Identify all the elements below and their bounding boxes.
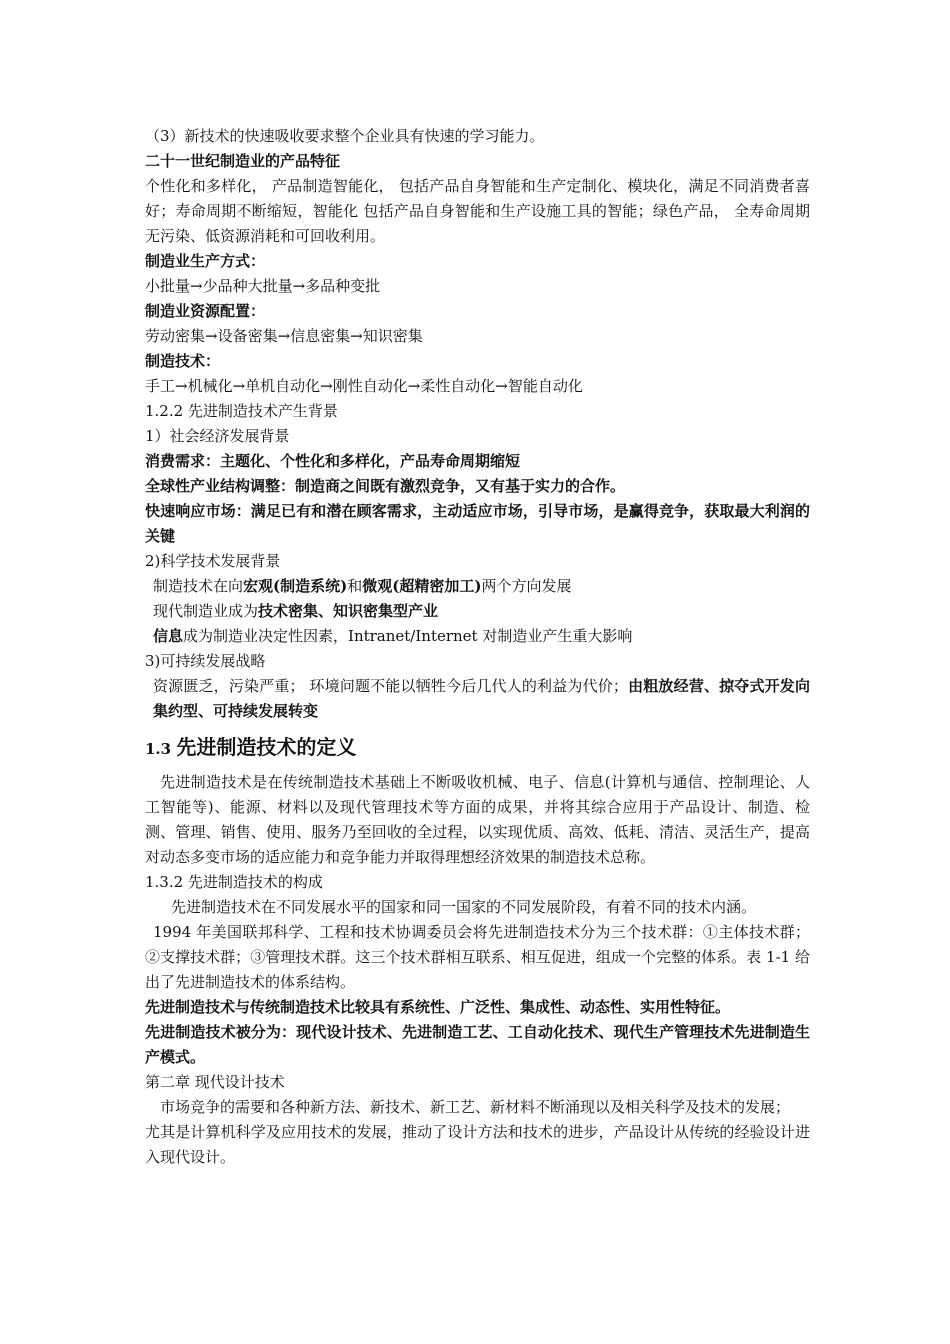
paragraph-classification: 先进制造技术被分为：现代设计技术、先进制造工艺、工自动化技术、现代生产管理技术先进制造生产模式。 xyxy=(145,1023,810,1066)
paragraph-consumer-demand: 消费需求：主题化、个性化和多样化，产品寿命周期缩短 xyxy=(145,452,521,470)
paragraph-product-features: 个性化和多样化， 产品制造智能化， 包括产品自身智能和生产定制化、模块化，满足不同消费者喜好；寿命周期不断缩短，智能化 包括产品自身智能和生产设施工具的智能；绿色产品， 全寿命周期无污染、低资源消耗和可回收利用。 xyxy=(145,177,810,245)
subheading-sustainability: 3)可持续发展战略 xyxy=(145,652,266,670)
text-run: 现代制造业成为 xyxy=(153,602,259,620)
paragraph-resource-allocation: 劳动密集→设备密集→信息密集→知识密集 xyxy=(145,327,423,345)
paragraph-definition: 先进制造技术是在传统制造技术基础上不断吸收机械、电子、信息(计算机与通信、控制理论、人工智能等)、能源、材料以及现代管理技术等方面的成果，并将其综合应用于产品设计、制造、检测、管理、销售、使用、服务乃至回收的全过程，以实现优质、高效、低耗、清洁、灵活生产，提高对动态多变市场的适应能力和竞争能力并取得理想经济效果的制造技术总称。 xyxy=(145,773,810,866)
paragraph-manufacturing-tech: 手工→机械化→单机自动化→刚性自动化→柔性自动化→智能自动化 xyxy=(145,377,583,395)
text-run-bold: 宏观(制造系统) xyxy=(243,577,348,595)
document-body xyxy=(145,124,810,1170)
text-run-bold: 信息 xyxy=(153,627,184,645)
paragraph-market-competition: 市场竞争的需要和各种新方法、新技术、新工艺、新材料不断涌现以及相关科学及技术的发展； xyxy=(160,1098,791,1116)
text-run: 两个方向发展 xyxy=(481,577,572,595)
paragraph-characteristics: 先进制造技术与传统制造技术比较具有系统性、广泛性、集成性、动态性、实用性特征。 xyxy=(145,998,731,1016)
paragraph-learning-ability: （3）新技术的快速吸收要求整个企业具有快速的学习能力。 xyxy=(145,127,545,145)
heading-manufacturing-tech: 制造技术： xyxy=(145,352,221,370)
text-run-bold: 由粗放经营、掠夺式开发向集约型、可持续发展转变 xyxy=(153,677,810,720)
paragraph-macro-micro xyxy=(145,574,810,599)
text-run: 资源匮乏，污染严重； 环境问题不能以牺牲今后几代人的利益为代价； xyxy=(153,677,628,695)
subheading-sci-tech: 2)科学技术发展背景 xyxy=(145,552,281,570)
paragraph-computer-science: 尤其是计算机科学及应用技术的发展，推动了设计方法和技术的进步，产品设计从传统的经验设计进入现代设计。 xyxy=(145,1123,810,1166)
text-run-bold: 微观(超精密加工) xyxy=(362,577,482,595)
subheading-socioeconomic: 1）社会经济发展背景 xyxy=(145,427,290,445)
paragraph-tech-groups: 1994 年美国联邦科学、工程和技术协调委员会将先进制造技术分为三个技术群：①主体技术群；②支撑技术群；③管理技术群。这三个技术群相互联系、相互促进，组成一个完整的体系。表 1-1 给出了先进制造技术的体系结构。 xyxy=(145,923,810,991)
paragraph-rapid-response: 快速响应市场：满足已有和潜在顾客需求，主动适应市场，引导市场，是赢得竞争，获取最大利润的关键 xyxy=(145,502,810,545)
section-title: 先进制造技术的定义 xyxy=(176,735,357,759)
text-run: 和 xyxy=(347,577,363,595)
paragraph-tech-connotation: 先进制造技术在不同发展水平的国家和同一国家的不同发展阶段，有着不同的技术内涵。 xyxy=(171,898,757,916)
paragraph-modern-manufacturing xyxy=(145,599,810,624)
section-heading-1-3-2: 1.3.2 先进制造技术的构成 xyxy=(145,873,323,891)
text-run: 制造技术在向 xyxy=(153,577,244,595)
heading-resource-allocation: 制造业资源配置： xyxy=(145,302,266,320)
heading-production-mode: 制造业生产方式： xyxy=(145,252,266,270)
section-heading-1-2-2: 1.2.2 先进制造技术产生背景 xyxy=(145,402,338,420)
text-run-bold: 技术密集、知识密集型产业 xyxy=(258,602,439,620)
heading-product-features: 二十一世纪制造业的产品特征 xyxy=(145,152,341,170)
paragraph-production-mode: 小批量→少品种大批量→多品种变批 xyxy=(145,277,381,295)
text-run: 成为制造业决定性因素，Intranet/Internet 对制造业产生重大影响 xyxy=(183,627,633,645)
paragraph-sustainability xyxy=(145,674,810,724)
chapter-heading-2: 第二章 现代设计技术 xyxy=(145,1073,285,1091)
section-number: 1.3 xyxy=(145,740,177,758)
paragraph-industry-restructuring: 全球性产业结构调整：制造商之间既有激烈竞争，又有基于实力的合作。 xyxy=(145,477,626,495)
paragraph-information-factor xyxy=(145,624,810,649)
section-heading-1-3 xyxy=(145,728,810,768)
